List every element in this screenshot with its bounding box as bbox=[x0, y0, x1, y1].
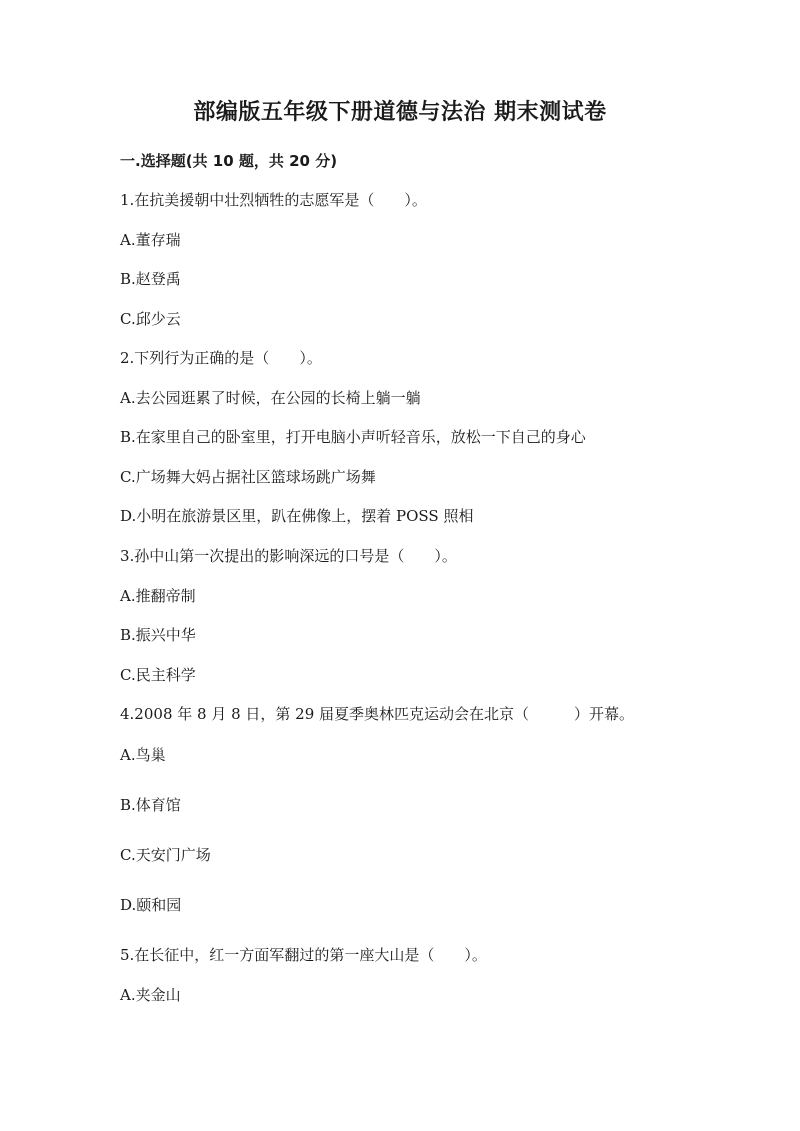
question-1-option-b: B.赵登禹 bbox=[120, 270, 181, 288]
question-2-option-b: B.在家里自己的卧室里，打开电脑小声听轻音乐，放松一下自己的身心 bbox=[120, 428, 586, 446]
question-1-option-a: A.董存瑞 bbox=[120, 231, 181, 249]
question-5-stem: 5.在长征中，红一方面军翻过的第一座大山是（ ）。 bbox=[120, 946, 487, 964]
question-1-stem: 1.在抗美援朝中壮烈牺牲的志愿军是（ ）。 bbox=[120, 191, 427, 209]
question-4-option-a: A.鸟巢 bbox=[120, 746, 166, 764]
question-4-option-c: C.天安门广场 bbox=[120, 846, 211, 864]
question-3-option-c: C.民主科学 bbox=[120, 666, 196, 684]
section-heading: 一.选择题(共 10 题，共 20 分) bbox=[120, 152, 338, 170]
question-2-option-c: C.广场舞大妈占据社区篮球场跳广场舞 bbox=[120, 468, 376, 486]
page-title: 部编版五年级下册道德与法治 期末测试卷 bbox=[193, 100, 607, 125]
question-5-option-a: A.夹金山 bbox=[120, 986, 181, 1004]
question-2-stem: 2.下列行为正确的是（ ）。 bbox=[120, 349, 322, 367]
question-4-stem: 4.2008 年 8 月 8 日，第 29 届夏季奥林匹克运动会在北京（ ）开幕。 bbox=[120, 705, 635, 723]
question-3-option-a: A.推翻帝制 bbox=[120, 587, 196, 605]
question-3-option-b: B.振兴中华 bbox=[120, 626, 196, 644]
question-2-option-d: D.小明在旅游景区里，趴在佛像上，摆着 POSS 照相 bbox=[120, 507, 474, 525]
question-2-option-a: A.去公园逛累了时候，在公园的长椅上躺一躺 bbox=[120, 389, 421, 407]
question-4-option-d: D.颐和园 bbox=[120, 896, 182, 914]
question-1-option-c: C.邱少云 bbox=[120, 310, 181, 328]
question-4-option-b: B.体育馆 bbox=[120, 796, 181, 814]
question-3-stem: 3.孙中山第一次提出的影响深远的口号是（ ）。 bbox=[120, 547, 457, 565]
